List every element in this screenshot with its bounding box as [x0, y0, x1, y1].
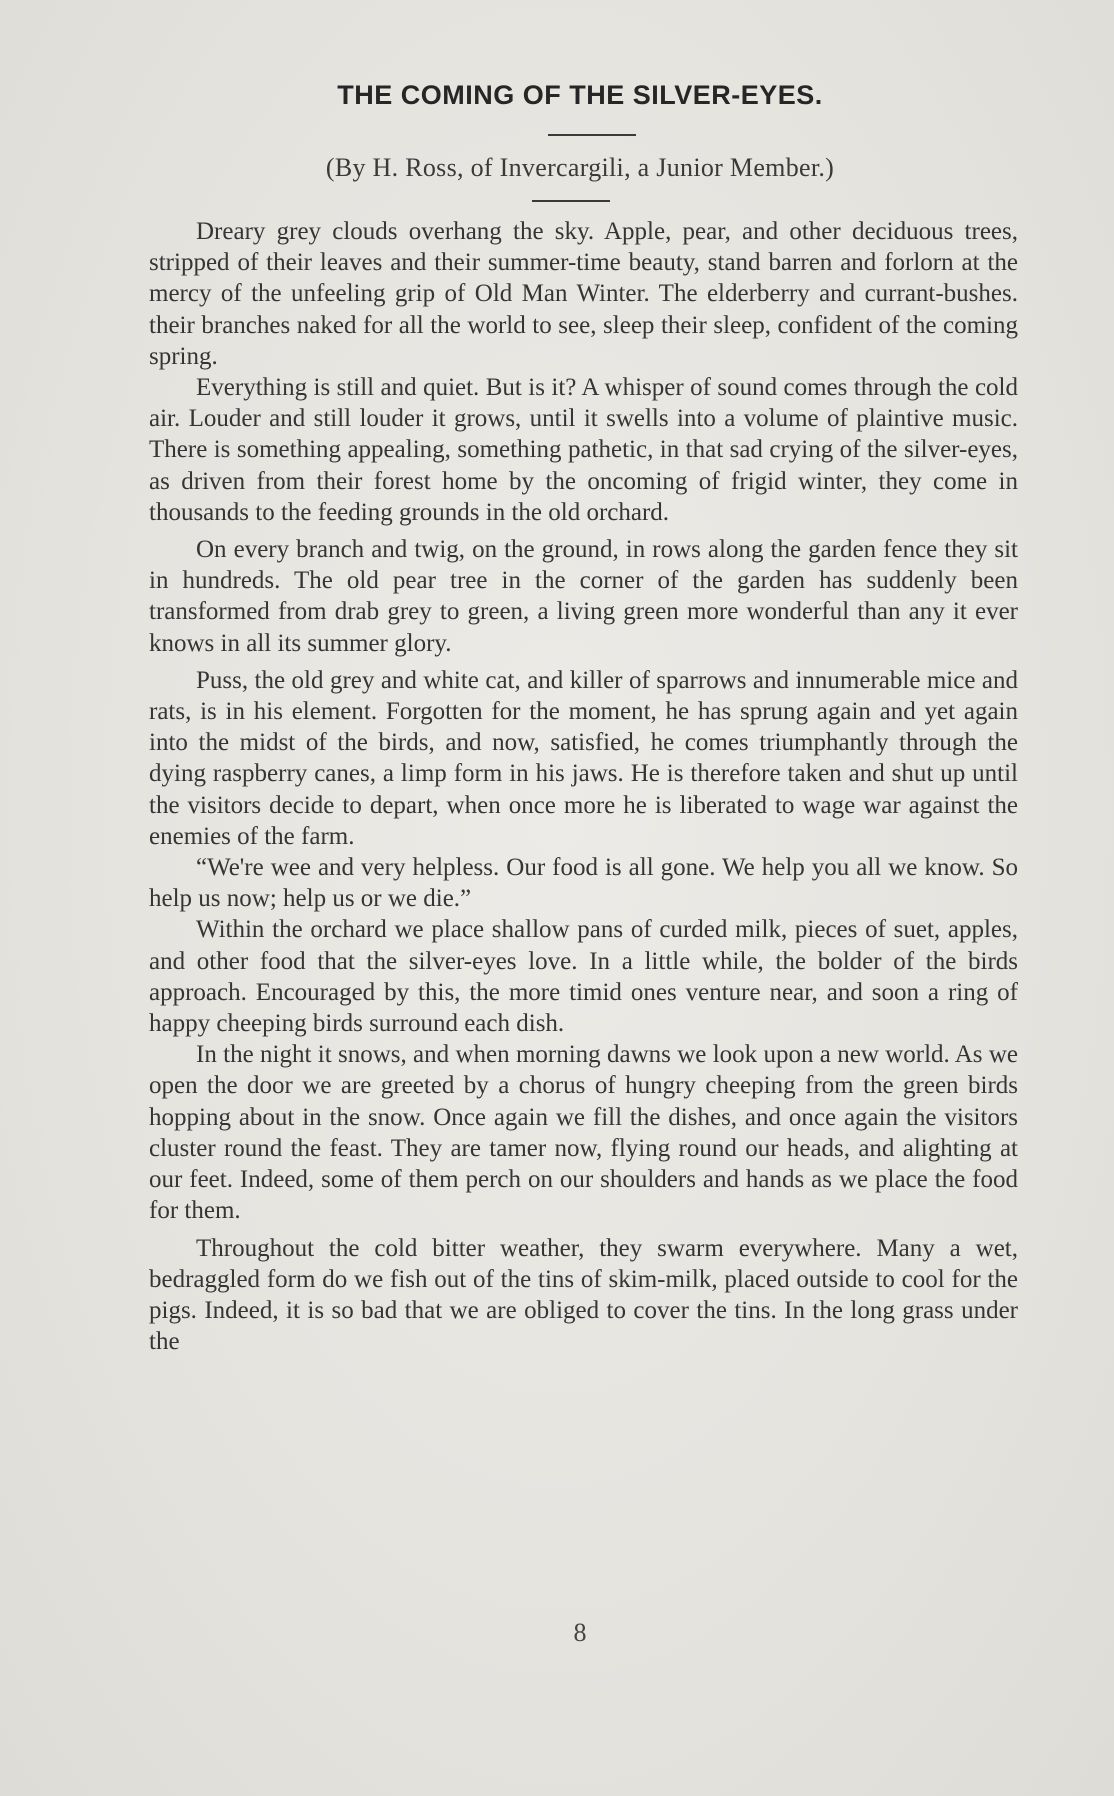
paragraph: Within the orchard we place shallow pans of curded milk, pieces of suet, apples, and other food that the silver-eyes love. In a little while, the bolder of the birds approach. Encouraged by this, the more timid ones venture near, and soon a ring of happy cheeping birds surround each dish.	[149, 916, 1018, 1038]
paragraph: Dreary grey clouds overhang the sky. Apple, pear, and other deciduous trees, stripped of their leaves and their summer-time beauty, stand barren and forlorn at the mercy of the unfeeling grip of Old Man Winter. The elderberry and currant-bushes. their branches naked for all the world to see, sleep their sleep, confident of the coming spring.	[149, 218, 1018, 370]
byline-divider	[532, 200, 610, 202]
page-number: 8	[573, 1618, 587, 1647]
article-byline: (By H. Ross, of Invercargili, a Junior Member.)	[325, 153, 835, 182]
paragraph: In the night it snows, and when morning dawns we look upon a new world. As we open the door we are greeted by a chorus of hungry cheeping from the green birds hopping about in the snow. Once again we fill the dishes, and once again the visitors cluster round the feast. They are tamer now, flying round our heads, and alighting at our feet. Indeed, some of them perch on our shoulders and hands as we place the food for them.	[149, 1041, 1018, 1225]
article-body	[149, 216, 1018, 1357]
title-divider	[548, 134, 636, 136]
paragraph: Everything is still and quiet. But is it? A whisper of sound comes through the cold air. Louder and still louder it grows, until it swells into a volume of plaintive music. There is something appealing, something pathetic, in that sad crying of the silver-eyes, as driven from their forest home by the oncoming of frigid winter, they come in thousands to the feeding grounds in the old orchard.	[149, 374, 1018, 526]
article-title: THE COMING OF THE SILVER-EYES.	[337, 80, 823, 110]
paragraph: Throughout the cold bitter weather, they swarm everywhere. Many a wet, bedraggled form do we fish out of the tins of skim-milk, placed outside to cool for the pigs. Indeed, it is so bad that we are obliged to cover the tins. In the long grass under the	[149, 1234, 1018, 1356]
paragraph: Puss, the old grey and white cat, and killer of sparrows and innumerable mice and rats, is in his element. Forgotten for the moment, he has sprung again and yet again into the midst of the birds, and now, satisfied, he comes triumphantly through the dying raspberry canes, a limp form in his jaws. He is therefore taken and shut up until the visitors decide to depart, when once more he is liberated to wage war against the enemies of the farm.	[149, 666, 1018, 850]
paragraph: “We're wee and very helpless. Our food is all gone. We help you all we know. So help us now; help us or we die.”	[149, 854, 1018, 913]
paragraph: On every branch and twig, on the ground, in rows along the garden fence they sit in hundreds. The old pear tree in the corner of the garden has suddenly been transformed from drab grey to green, a living green more wonderful than any it ever knows in all its summer glory.	[149, 536, 1018, 657]
